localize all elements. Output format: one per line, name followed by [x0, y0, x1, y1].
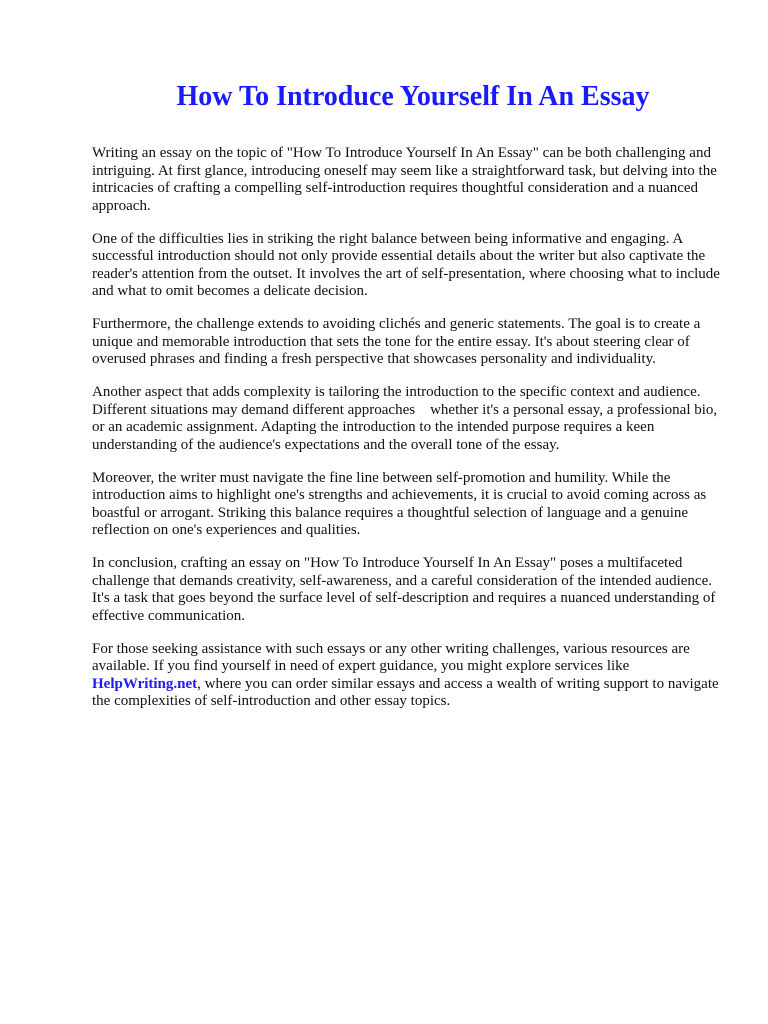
- paragraph-7-intro: For those seeking assistance with such essays or any other writing challenges, various resources are available. If you find yourself in need of expert guidance, you might explore services like: [92, 640, 690, 674]
- paragraph-7: [92, 641, 724, 711]
- paragraph-7-outro: , where you can order similar essays and access a wealth of writing support to navigate the complexities of self-introduction and other essay topics.: [92, 675, 719, 709]
- paragraph-2: One of the difficulties lies in striking the right balance between being informative and engaging. A successful introduction should not only provide essential details about the writer but also captivate the reader's attention from the outset. It involves the art of self-presentation, where choosing what to include and what to omit becomes a delicate decision.: [92, 230, 720, 299]
- essay-body: [92, 145, 724, 726]
- paragraph-4: Another aspect that adds complexity is tailoring the introduction to the specific context and audience. Different situations may demand different approaches whether it's a personal essay, a professional bio, or an academic assignment. Adapting the introduction to the intended purpose requires a keen understanding of the audience's expectations and the overall tone of the essay.: [92, 384, 721, 453]
- helpwriting-link[interactable]: HelpWriting.net: [92, 675, 198, 692]
- paragraph-5: Moreover, the writer must navigate the fine line between self-promotion and humility. While the introduction aims to highlight one's strengths and achievements, it is crucial to avoid coming across as boastful or arrogant. Striking this balance requires a thoughtful selection of language and a genuine reflection on one's experiences and qualities.: [92, 469, 707, 538]
- page-title: How To Introduce Yourself In An Essay: [176, 81, 650, 112]
- paragraph-6: In conclusion, crafting an essay on "How To Introduce Yourself In An Essay" poses a multifaceted challenge that demands creativity, self-awareness, and a careful consideration of the intended audience. It's a task that goes beyond the surface level of self-description and requires a nuanced understanding of effective communication.: [92, 555, 716, 624]
- paragraph-1: Writing an essay on the topic of "How To Introduce Yourself In An Essay" can be both challenging and intriguing. At first glance, introducing oneself may seem like a straightforward task, but delving into the intricacies of crafting a compelling self-introduction requires thoughtful consideration and a nuanced approach.: [92, 145, 717, 214]
- paragraph-3: Furthermore, the challenge extends to avoiding clichés and generic statements. The goal is to create a unique and memorable introduction that sets the tone for the entire essay. It's about steering clear of overused phrases and finding a fresh perspective that showcases personality and individuality.: [92, 316, 701, 367]
